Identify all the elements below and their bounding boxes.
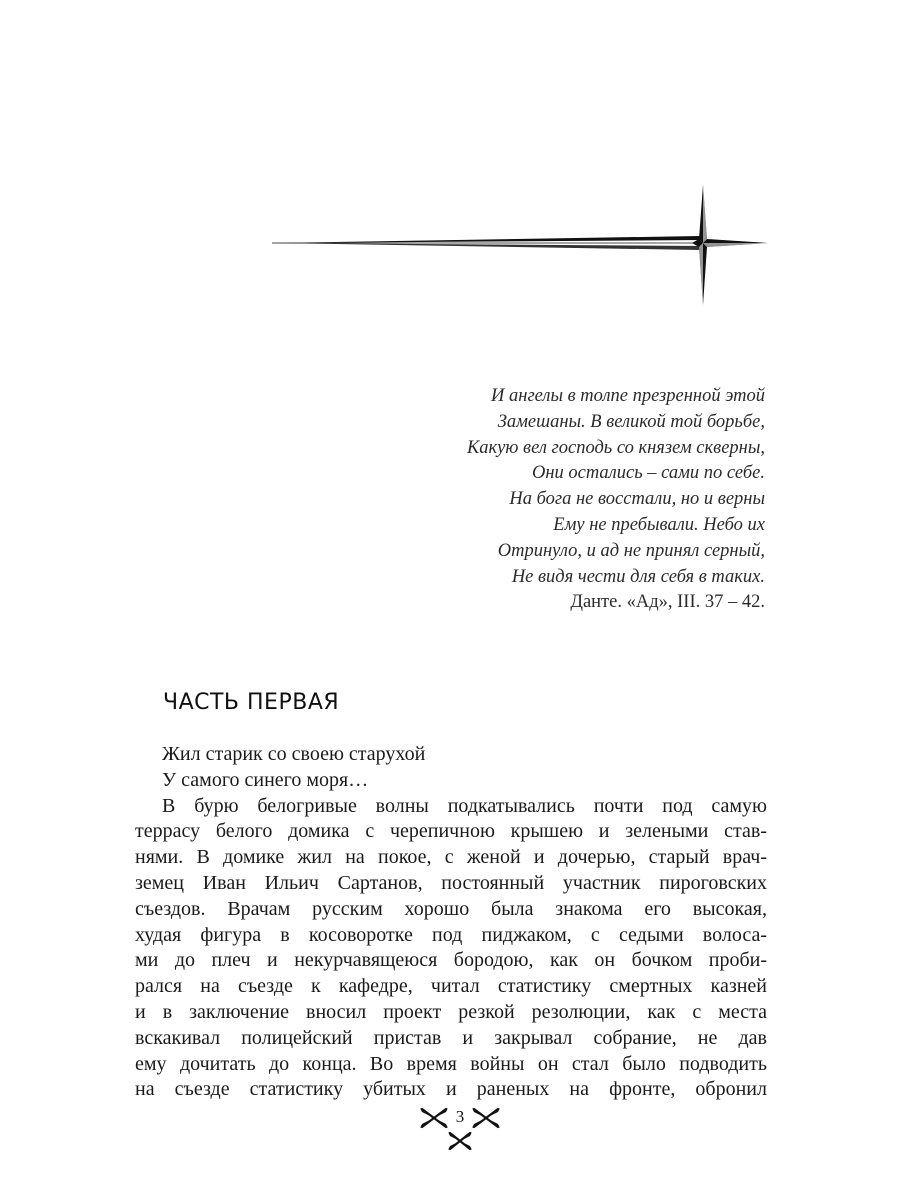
page-number: 3: [455, 1107, 465, 1126]
epigraph-line: И ангелы в толпе презренной этой: [491, 386, 765, 406]
paragraph-line: нями. В домике жил на покое, с женой и дочерью, старый врач-: [135, 846, 767, 869]
paragraph-line: худая фигура в косоворотке под пиджаком, с седыми волоса-: [135, 923, 767, 946]
compass-star-icon: [272, 185, 768, 305]
epigraph-line: Отринуло, и ад не принял серный,: [497, 540, 765, 561]
epigraph-line: Они остались – сами по себе.: [531, 463, 765, 484]
paragraph-line: съездов. Врачам русским хорошо была знакома его высокая,: [135, 897, 767, 920]
verse-line: Жил старик со своею старухой: [162, 743, 426, 765]
paragraph-line: В бурю белогривые волны подкатывались почти под самую: [162, 794, 767, 817]
folio: [410, 1100, 510, 1160]
paragraph-line: ми до плеч и некурчавящеюся бородою, как он бочком проби-: [135, 949, 767, 972]
paragraph-line: на съезде статистику убитых и раненых на фронте, обронил: [135, 1078, 767, 1101]
paragraph-line: ему дочитать до конца. Во время войны он стал было подводить: [135, 1052, 767, 1075]
part-heading: ЧАСТЬ ПЕРВАЯ: [163, 690, 340, 715]
decorative-star-ornament: [270, 180, 770, 310]
paragraph-line: и в заключение вносил проект резкой резолюции, как с места: [135, 1000, 767, 1023]
paragraph-line: рался на съезде к кафедре, читал статистику смертных казней: [135, 975, 767, 998]
body-text: [135, 742, 767, 1103]
epigraph: [467, 384, 765, 616]
paragraph-line: вскакивал полицейский пристав и закрывал собрание, не дав: [135, 1026, 767, 1049]
epigraph-attribution: Данте. «Ад», III. 37 – 42.: [570, 592, 765, 613]
epigraph-line: Какую вел господь со князем скверны,: [466, 437, 765, 458]
verse-line: У самого синего моря…: [162, 768, 369, 791]
epigraph-line: На бога не восстали, но и верны: [509, 489, 765, 510]
epigraph-line: Замешаны. В великой той борьбе,: [497, 411, 765, 432]
epigraph-line: Не видя чести для себя в таких.: [511, 566, 765, 587]
epigraph-line: Ему не пребывали. Небо их: [553, 514, 765, 535]
paragraph-line: земец Иван Ильич Сартанов, постоянный участник пироговских: [135, 871, 767, 894]
paragraph-line: террасу белого домика с черепичною крышею и зелеными став-: [135, 820, 767, 843]
